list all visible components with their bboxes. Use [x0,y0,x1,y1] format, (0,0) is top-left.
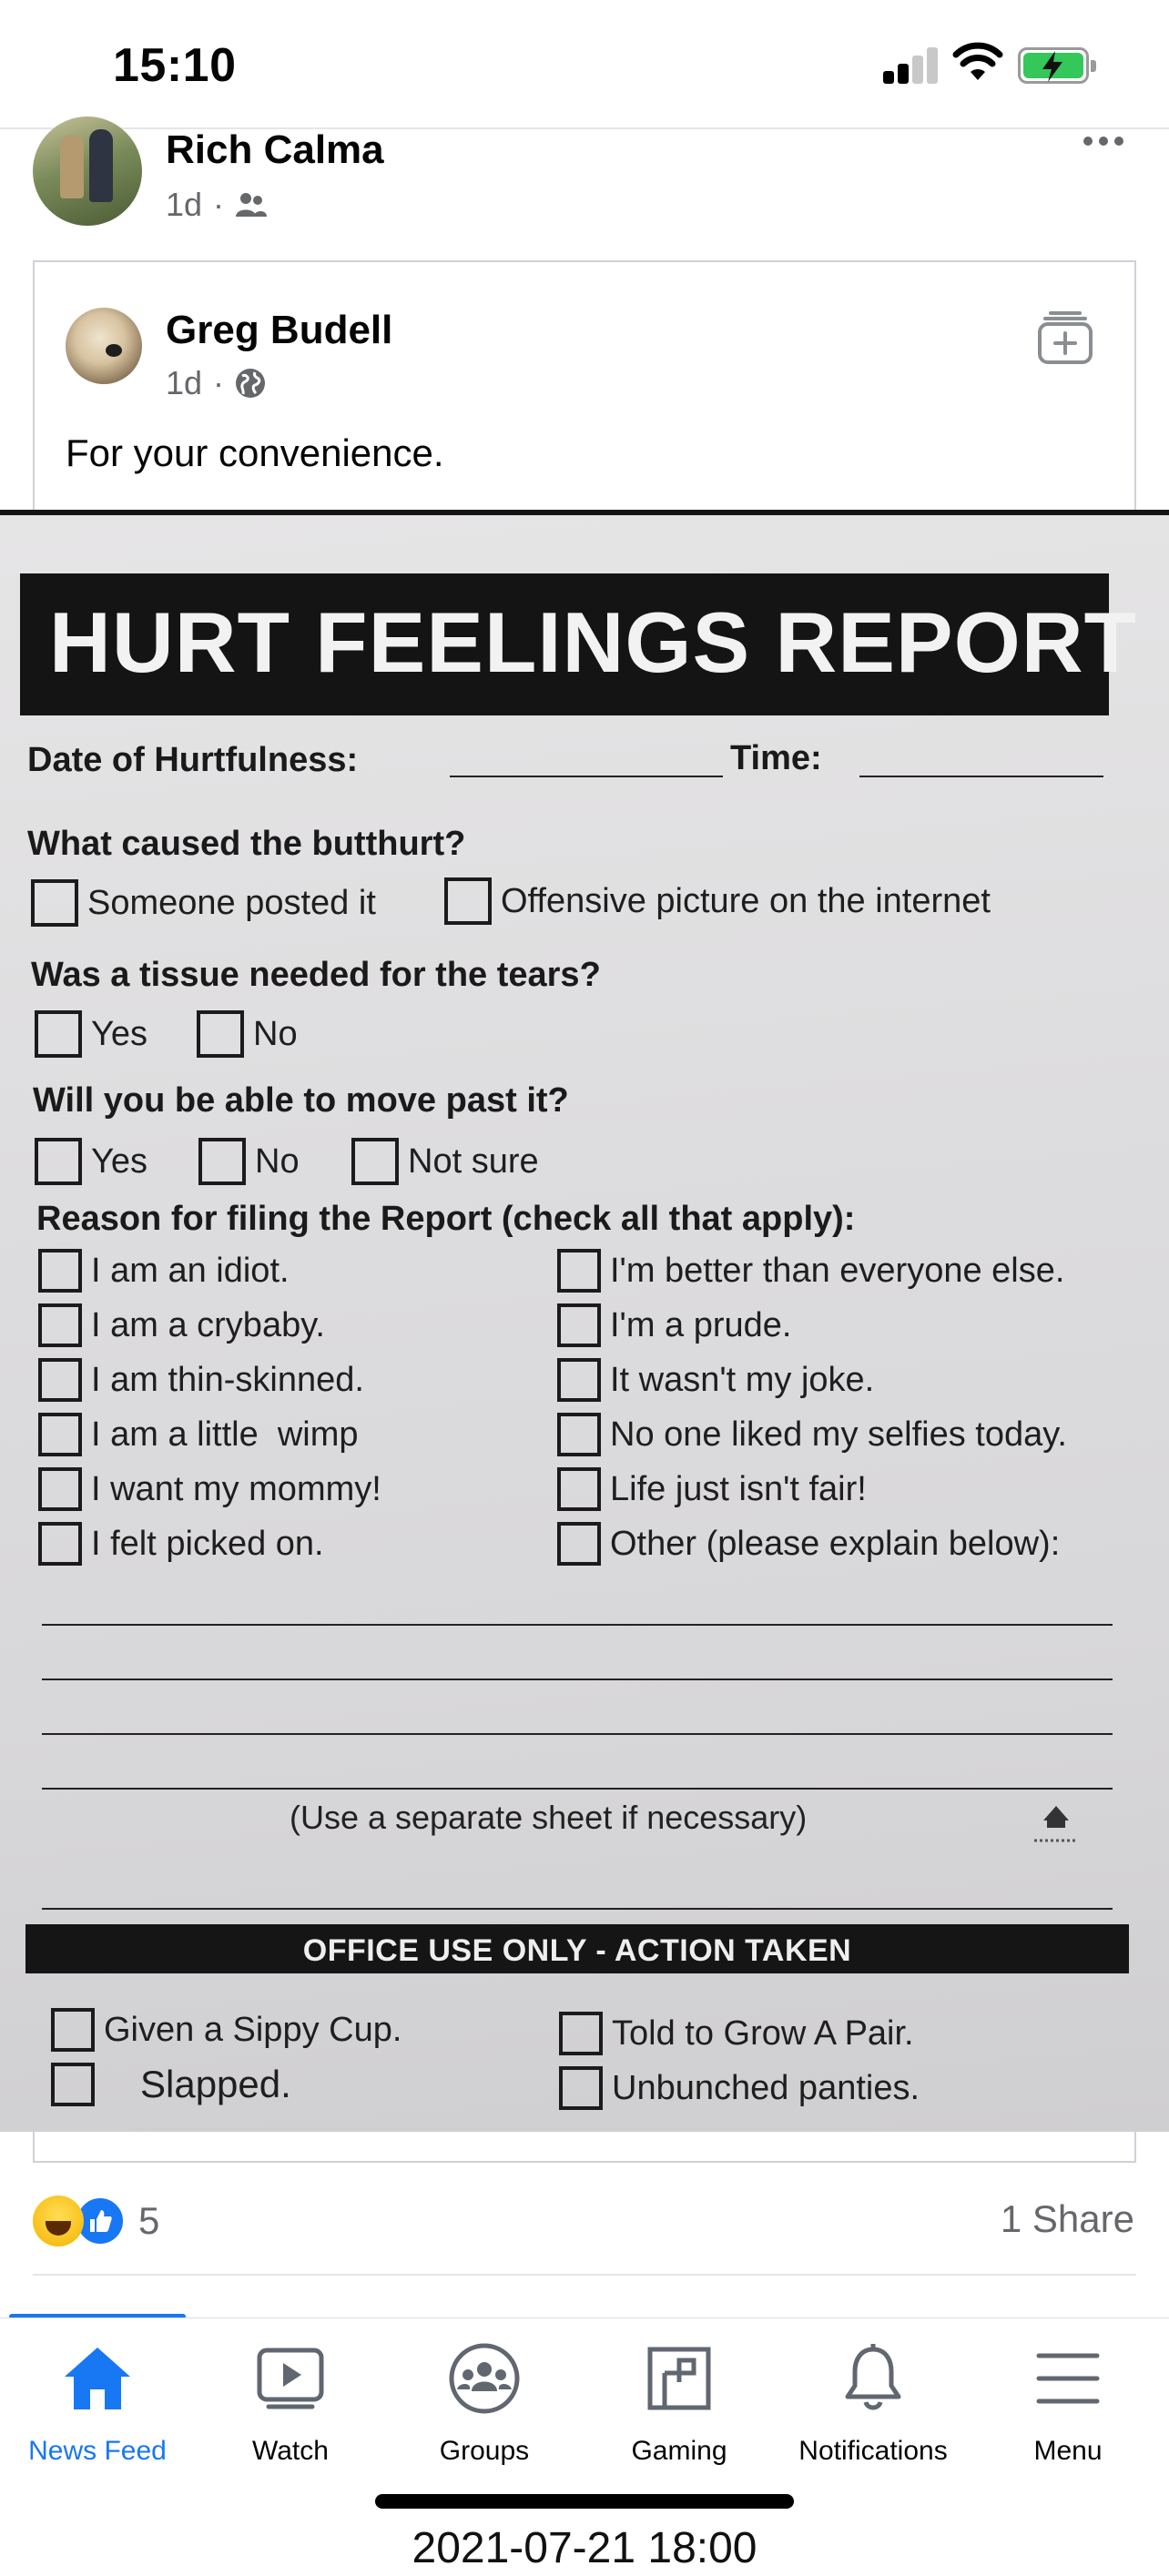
gaming-icon [646,2346,712,2411]
printer-logo-icon [1029,1800,1083,1846]
checkbox [557,1467,601,1511]
home-icon [61,2344,134,2413]
haha-reaction-icon [33,2196,84,2246]
battery-icon [1018,47,1089,84]
checkbox [38,1413,82,1456]
home-indicator[interactable] [375,2494,794,2509]
checkbox [557,1249,601,1293]
author-name[interactable]: Rich Calma [166,127,384,172]
reason-idiot: I am an idiot. [38,1249,290,1293]
tab-groups[interactable]: Groups [387,2338,582,2467]
reason-selfies: No one liked my selfies today. [557,1413,1067,1456]
tab-watch[interactable]: Watch [193,2338,388,2467]
checkbox [557,1303,601,1347]
tab-gaming[interactable]: Gaming [582,2338,777,2467]
date-label: Date of Hurtfulness: [27,741,359,779]
tab-menu[interactable]: Menu [971,2338,1165,2467]
reason-crybaby: I am a crybaby. [38,1303,325,1347]
reason-wimp: I am a little wimp [38,1413,359,1456]
separate-sheet-note: (Use a separate sheet if necessary) [290,1799,808,1836]
option-someone-posted: Someone posted it [31,879,376,927]
checkbox [197,1010,244,1058]
share-count[interactable]: 1 Share [1000,2197,1134,2240]
checkbox [35,1010,82,1058]
question-tissue: Was a tissue needed for the tears? [31,956,601,994]
explain-line [42,1733,1113,1735]
checkbox [51,2008,95,2052]
explain-line [42,1678,1113,1680]
option-tissue-yes: Yes [35,1010,147,1058]
tab-notifications[interactable]: Notifications [776,2338,971,2467]
form-title-bar [20,573,1138,715]
option-tissue-no: No [197,1010,298,1058]
reason-mommy: I want my mommy! [38,1467,381,1511]
menu-icon [1035,2350,1101,2407]
option-move-not-sure: Not sure [351,1138,539,1185]
reaction-count: 5 [138,2199,160,2242]
reason-prude: I'm a prude. [557,1303,791,1347]
more-dots-icon[interactable] [1083,137,1123,146]
friends-icon [235,191,268,218]
reaction-summary[interactable] [33,2196,159,2246]
shared-post-meta: 1d · [166,364,266,402]
engagement-divider [33,2274,1136,2276]
checkbox [38,1522,82,1566]
reason-thin-skinned: I am thin-skinned. [38,1358,364,1402]
groups-icon [448,2342,521,2415]
checkbox [35,1138,82,1185]
explain-line [42,1624,1113,1626]
checkbox [351,1138,399,1185]
checkbox [38,1467,82,1511]
reason-not-fair: Life just isn't fair! [557,1467,867,1511]
action-grow-a-pair: Told to Grow A Pair. [559,2012,914,2055]
action-slapped: Slapped. [51,2063,291,2106]
checkbox [38,1249,82,1293]
cellular-signal-icon [883,46,941,84]
checkbox [559,2066,603,2110]
action-unbunched: Unbunched panties. [559,2066,920,2110]
reason-not-my-joke: It wasn't my joke. [557,1358,874,1402]
checkbox [557,1358,601,1402]
option-offensive-picture: Offensive picture on the internet [444,877,991,925]
reason-better-than-everyone: I'm better than everyone else. [557,1249,1064,1293]
checkbox [51,2063,95,2106]
date-line [450,776,723,777]
form-title: HURT FEELINGS REPORT [49,594,1138,690]
shared-author-name[interactable]: Greg Budell [166,308,393,352]
question-reason: Reason for filing the Report (check all that apply): [36,1200,856,1238]
option-move-no: No [198,1138,300,1185]
question-cause: What caused the butthurt? [27,825,466,863]
wifi-icon [952,42,1003,82]
checkbox [557,1413,601,1456]
reason-other: Other (please explain below): [557,1522,1060,1566]
explain-line [42,1788,1113,1790]
reason-picked-on: I felt picked on. [38,1522,324,1566]
shared-author-avatar[interactable] [66,308,142,384]
post-meta: 1d · [166,186,268,224]
watch-icon [256,2347,325,2410]
checkbox [198,1138,246,1185]
post-text: For your convenience. [66,431,444,474]
checkbox [559,2012,603,2055]
status-time: 15:10 [113,39,237,92]
checkbox [557,1522,601,1566]
globe-icon [235,368,266,399]
tab-news-feed[interactable]: News Feed [0,2338,195,2467]
office-use-bar [25,1924,1129,1973]
action-sippy-cup: Given a Sippy Cup. [51,2008,402,2052]
save-icon[interactable] [1036,309,1094,366]
office-use-title: OFFICE USE ONLY - ACTION TAKEN [302,1933,852,1968]
checkbox [31,879,78,927]
footer-timestamp: 2021-07-21 18:00 [412,2524,757,2572]
option-move-yes: Yes [35,1138,147,1185]
status-bar [0,0,1169,129]
time-line [859,776,1103,777]
checkbox [38,1358,82,1402]
question-move-past: Will you be able to move past it? [33,1081,569,1120]
checkbox [38,1303,82,1347]
post-age: 1d [166,186,203,223]
shared-post-age: 1d [166,364,203,401]
checkbox [444,877,492,925]
author-avatar[interactable] [33,117,142,226]
post-photo[interactable] [0,510,1169,2132]
explain-line [42,1908,1113,1910]
bell-icon [840,2342,906,2415]
time-label: Time: [730,739,822,777]
